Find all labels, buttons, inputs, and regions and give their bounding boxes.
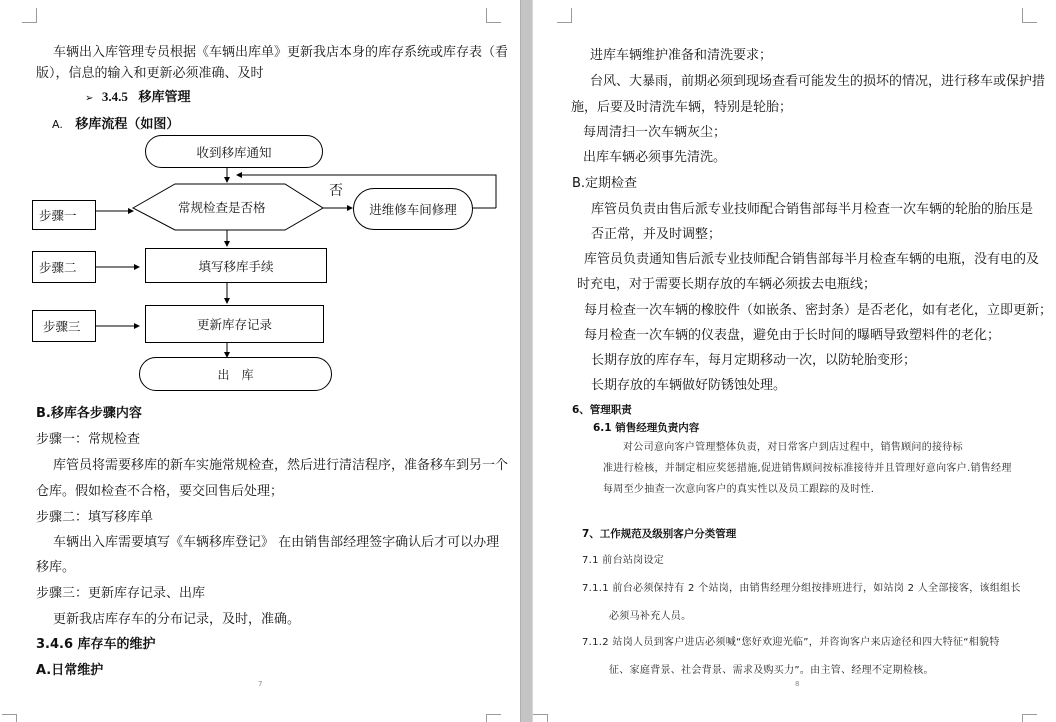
daily-item: 每周清扫一次车辆灰尘；: [583, 125, 727, 140]
flowchart-repair-terminator: 进维修车间修理: [353, 188, 473, 230]
flowchart-no-label: 否: [329, 183, 343, 199]
section-heading-7: 7、工作规范及级别客户分类管理: [582, 528, 737, 540]
intro-paragraph-line: 版），信息的输入和更新必须准确、及时: [36, 66, 264, 81]
item-7-1-2: 7.1.2 站岗人员到客户进店必须喊“您好欢迎光临”，并咨询客户来店途径和四大特征“相貌特: [582, 637, 1000, 648]
section-heading-3-4-5: ➢ 3.4.5 移库管理: [85, 89, 191, 105]
section-6-1-text: 对公司意向客户管理整体负责，对日常客户到店过程中，销售顾问的接待标: [623, 442, 963, 453]
daily-item: 台风、大暴雨，前期必须到现场查看可能发生的损坏的情况，进行移车或保护措: [590, 74, 1046, 89]
periodic-item: 每月检查一次车辆的橡胶件（如嵌条、密封条）是否老化，如有老化，立即更新；: [584, 303, 1053, 318]
periodic-item: 库管员负责通知售后派专业技师配合销售部每半月检查车辆的电瓶，没有电的及: [584, 252, 1040, 267]
section-heading-6-1: 6.1 销售经理负责内容: [593, 422, 700, 434]
intro-paragraph-line: 车辆出入库管理专员根据《车辆出库单》更新我店本身的库存系统或库存表（看: [53, 45, 509, 60]
section-heading-6: 6、管理职责: [572, 404, 632, 416]
daily-item: 施，后要及时清洗车辆，特别是轮胎；: [571, 100, 793, 115]
arrow-bullet-icon: ➢: [85, 93, 94, 104]
document-page-left: [0, 0, 520, 722]
page-number: 8: [795, 680, 800, 688]
page-corner-mark: [533, 714, 548, 722]
section-6-1-text: 每周至少抽查一次意向客户的真实性以及员工跟踪的及时性.: [603, 484, 875, 495]
periodic-item: 长期存放的车辆做好防锈蚀处理。: [591, 378, 787, 393]
page-corner-mark: [1022, 714, 1037, 722]
item-7-1-2: 征、家庭背景、社会背景、需求及购买力”。由主管、经理不定期检核。: [609, 665, 934, 676]
flowchart-step-two-box: 步骤二: [32, 251, 96, 283]
subheading-periodic-inspection: B.定期检查: [572, 176, 638, 191]
step-three-title: 步骤三：更新库存记录、出库: [36, 586, 206, 601]
periodic-item: 库管员负责由售后派专业技师配合销售部每半月检查一次车辆的轮胎的胎压是: [591, 202, 1034, 217]
subheading-b-steps: B.移库各步骤内容: [36, 406, 142, 421]
step-one-text: 仓库。假如检查不合格，要交回售后处理；: [36, 484, 284, 499]
page-corner-mark: [557, 8, 572, 23]
step-two-title: 步骤二：填写移库单: [36, 510, 154, 525]
flowchart-update-records-process: 更新库存记录: [145, 305, 324, 343]
periodic-item: 时充电，对于需要长期存放的车辆必须拔去电瓶线；: [577, 277, 877, 292]
flowchart-end-terminator: 出 库: [139, 357, 332, 391]
page-number: 7: [258, 680, 263, 688]
item-7-1-1: 必须马补充人员。: [609, 611, 692, 622]
section-heading-7-1: 7.1 前台站岗设定: [582, 555, 665, 566]
periodic-item: 长期存放的库存车，每月定期移动一次，以防轮胎变形；: [591, 353, 917, 368]
document-page-right: [533, 0, 1056, 722]
daily-item: 进库车辆维护准备和清洗要求；: [590, 48, 773, 63]
flowchart-step-one-box: 步骤一: [32, 200, 96, 230]
page-corner-mark: [486, 714, 501, 722]
flowchart-start-terminator: 收到移库通知: [145, 135, 323, 168]
step-two-text: 移库。: [36, 560, 76, 575]
periodic-item: 每月检查一次车辆的仪表盘，避免由于长时间的曝晒导致塑料件的老化；: [584, 328, 1001, 343]
subheading-a-flow: A. 移库流程（如图）: [52, 117, 180, 132]
flowchart-step-three-box: 步骤三: [32, 310, 96, 342]
page-gutter: [520, 0, 533, 722]
section-6-1-text: 准进行检核，并制定相应奖惩措施,促进销售顾问按标准接待并且管理好意向客户.销售经理: [603, 463, 1012, 474]
step-three-text: 更新我店库存车的分布记录，及时，准确。: [53, 612, 301, 627]
item-7-1-1: 7.1.1 前台必须保持有 2 个站岗，由销售经理分组按排班进行，如站岗 2 人全部接客，该组组长: [582, 583, 1021, 594]
subheading-daily-maintenance: A.日常维护: [36, 663, 104, 678]
section-heading-3-4-6: 3.4.6 库存车的维护: [36, 637, 156, 652]
step-one-text: 库管员将需要移库的新车实施常规检查，然后进行清洁程序，准备移车到另一个: [53, 458, 509, 473]
daily-item: 出库车辆必须事先清洗。: [583, 150, 727, 165]
flowchart-decision-label: 常规检查是否格: [178, 200, 266, 215]
step-one-title: 步骤一：常规检查: [36, 432, 141, 447]
periodic-item: 否正常，并及时调整；: [591, 227, 722, 242]
step-two-text: 车辆出入库需要填写《车辆移库登记》 在由销售部经理签字确认后才可以办理: [53, 535, 500, 550]
flowchart-fill-form-process: 填写移库手续: [145, 248, 327, 283]
page-corner-mark: [1022, 8, 1037, 23]
page-corner-mark: [2, 714, 17, 722]
